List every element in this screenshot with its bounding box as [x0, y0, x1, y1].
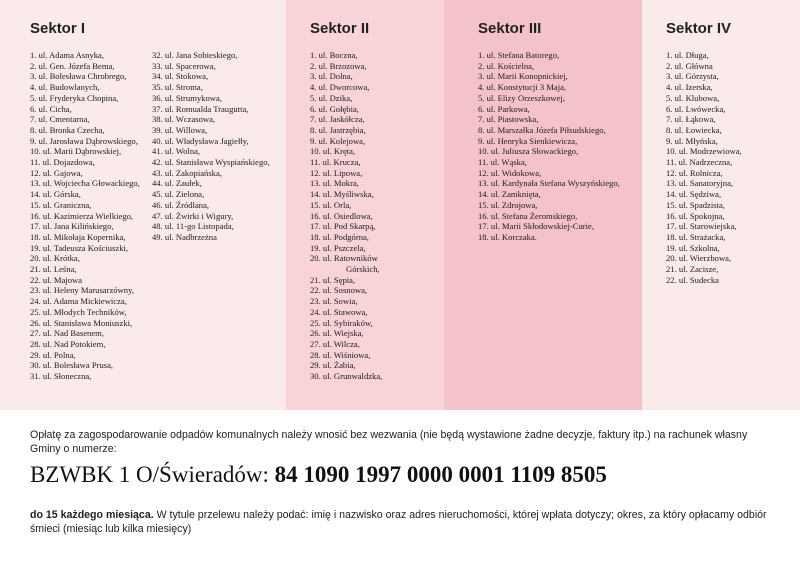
street-item: 18. ul. Korczaka. — [478, 231, 537, 242]
sector-4-title: Sektor IV — [666, 20, 732, 37]
street-item: 47. ul. Żwirki i Wigury, — [152, 210, 234, 221]
street-item: 14. ul. Sędziwa, — [666, 189, 722, 200]
street-item: 38. ul. Wczasowa, — [152, 114, 216, 125]
street-item: 19. ul. Szkolna, — [666, 242, 720, 253]
street-item: 1. ul. Stefana Batorego, — [478, 50, 560, 60]
street-item: 13. ul. Kardynała Stefana Wyszyńskiego, — [478, 178, 620, 189]
street-item: 9. ul. Jarosława Dąbrowskiego, — [30, 135, 138, 146]
street-item: 42. ul. Stanisława Wyspiańskiego, — [152, 157, 270, 168]
sector-1-panel — [0, 0, 286, 410]
street-item: 3. ul. Bolesława Chrobrego, — [30, 71, 127, 82]
street-item: 8. ul. Bronka Czecha, — [30, 124, 105, 135]
street-item: 8. ul. Jastrzębia, — [310, 124, 366, 135]
street-item: 46. ul. Źródlana, — [152, 199, 210, 210]
street-item: 3. ul. Dolna, — [310, 71, 353, 82]
street-item: 16. ul. Spokojna, — [666, 210, 725, 221]
street-item: 33. ul. Spacerowa, — [152, 60, 216, 71]
account-number: 84 1090 1997 0000 0001 1109 8505 — [274, 462, 607, 487]
street-item: 32. ul. Jana Sobieskiego, — [152, 50, 238, 60]
sector-3-title: Sektor III — [478, 20, 542, 37]
street-item: 35. ul. Stroma, — [152, 82, 203, 93]
street-item: 20. ul. Wierzbowa, — [666, 253, 732, 264]
street-item: 11. ul. Nadrzeczna, — [666, 157, 733, 168]
street-item: 16. ul. Kazimierza Wielkiego, — [30, 210, 134, 221]
street-item: 14. ul. Zamknięta, — [478, 189, 541, 200]
street-item: 36. ul. Strumykowa, — [152, 92, 222, 103]
street-item: 1. ul. Boczna, — [310, 50, 358, 60]
street-item: 17. ul. Starowiejska, — [666, 221, 737, 232]
street-item: 18. ul. Podgórna, — [310, 231, 369, 242]
street-item: 3. ul. Górzysta, — [666, 71, 719, 82]
street-item: 8. ul. Marszałka Józefa Piłsudskiego, — [478, 124, 606, 135]
street-item: 12. ul. Widokowa, — [478, 167, 542, 178]
street-item: 23. ul. Heleny Marusarzówny, — [30, 285, 134, 296]
street-item: 26. ul. Stanisława Moniuszki, — [30, 317, 133, 328]
street-item: 25. ul. Sybiraków, — [310, 317, 373, 328]
bank-name: BZWBK 1 O/Świeradów: — [30, 462, 269, 487]
sector-2-title: Sektor II — [310, 20, 370, 37]
street-item: 34. ul. Stokowa, — [152, 71, 209, 82]
street-item: 2. ul. Kościelna, — [478, 60, 535, 71]
street-item: 11. ul. Dojazdowa, — [30, 157, 95, 168]
street-item: 4. ul. Konstytucji 3 Maja, — [478, 82, 567, 93]
street-item: 10. ul. Kręta, — [310, 146, 356, 157]
street-item: 10. ul. Juliusza Słowackiego, — [478, 146, 579, 157]
street-item: 14. ul. Myśliwska, — [310, 189, 374, 200]
street-item: 1. ul. Długa, — [666, 50, 709, 60]
street-item: 1. ul. Adama Asnyka, — [30, 50, 104, 60]
street-item: 15. ul. Zdrojowa, — [478, 199, 538, 210]
street-item: 48. ul. 11-go Listopada, — [152, 221, 234, 232]
street-item: 2. ul. Gen. Józefa Bema, — [30, 60, 115, 71]
street-item: 6. ul. Lwówecka, — [666, 103, 726, 114]
street-item: 39. ul. Willowa, — [152, 124, 208, 135]
transfer-title-instructions: W tytule przelewu należy podać: imię i nazwisko oraz adres nieruchomości, której wpłata dotyczy; okres, za który opłacamy odbiór śmieci (miesiąc lub kilka miesięcy) — [30, 509, 767, 535]
street-item: 5. ul. Fryderyka Chopina, — [30, 92, 119, 103]
sector-3-panel — [444, 0, 642, 410]
sector-1-title: Sektor I — [30, 20, 86, 37]
street-item-multiline — [310, 253, 382, 274]
sector-1-street-list-col-2 — [152, 50, 270, 243]
sector-4-panel — [642, 0, 800, 410]
street-item: 12. ul. Lipowa, — [310, 167, 363, 178]
street-item: 27. ul. Wilcza, — [310, 338, 360, 349]
sector-4-street-list — [666, 50, 742, 285]
street-item: 24. ul. Adama Mickiewicza, — [30, 296, 127, 307]
street-item: 13. ul. Sanatoryjna, — [666, 178, 734, 189]
street-item: 19. ul. Tadeusza Kościuszki, — [30, 242, 129, 253]
sector-2-panel — [286, 0, 444, 410]
street-item: 3. ul. Marii Konopnickiej, — [478, 71, 568, 82]
street-item: 30. ul. Bolesława Prusa, — [30, 360, 114, 371]
street-item: 43. ul. Zakopiańska, — [152, 167, 222, 178]
street-item: 11. ul. Krucza, — [310, 157, 361, 168]
street-item: 7. ul. Cmentarna, — [30, 114, 90, 125]
payment-notice: Opłatę za zagospodarowanie odpadów komunalnych należy wnosić bez wezwania (nie będą wystawione żadne decyzje, faktury itp.) na rachunek własny Gminy o numerze: — [30, 429, 748, 455]
street-item: 41. ul. Wolna, — [152, 146, 201, 157]
street-item: 6. ul. Gołębia, — [310, 103, 359, 114]
street-item: 17. ul. Marii Skłodowskiej-Curie, — [478, 221, 595, 232]
street-item: 17. ul. Pod Skarpą, — [310, 221, 376, 232]
street-item: 5. ul. Dzika, — [310, 92, 353, 103]
street-item: 12. ul. Gajowa, — [30, 167, 83, 178]
deadline-date: do 15 każdego miesiąca. — [30, 509, 154, 521]
street-item: 14. ul. Górska, — [30, 189, 81, 200]
street-item: 7. ul. Jaskółcza, — [310, 114, 365, 125]
street-item: 7. ul. Piastowska, — [478, 114, 539, 125]
street-item: 13. ul. Wojciecha Głowackiego, — [30, 178, 140, 189]
street-item: 19. ul. Pszczela, — [310, 242, 366, 253]
street-item: 24. ul. Stawowa, — [310, 306, 368, 317]
street-item-line-2: Górskich, — [346, 264, 380, 275]
street-item: 7. ul. Łąkowa, — [666, 114, 716, 125]
street-item: 5. ul. Klubowa, — [666, 92, 720, 103]
sector-1-street-list-col-1 — [30, 50, 140, 382]
street-item: 13. ul. Mokra, — [310, 178, 359, 189]
street-item: 17. ul. Jana Kilińskiego, — [30, 221, 114, 232]
street-item: 12. ul. Rolnicza, — [666, 167, 723, 178]
street-item: 9. ul. Henryka Sienkiewicza, — [478, 135, 578, 146]
street-item: 21. ul. Sępia, — [310, 274, 356, 285]
street-item: 21. ul. Zacisze, — [666, 264, 719, 275]
street-item: 29. ul. Polna, — [30, 349, 76, 360]
street-item: 9. ul. Kolejowa, — [310, 135, 366, 146]
street-item: 4. ul. Budowlanych, — [30, 82, 100, 93]
street-item: 2. ul. Główna — [666, 60, 713, 71]
street-item: 29. ul. Żabia, — [310, 360, 356, 371]
bank-account-line — [30, 462, 607, 488]
sector-3-street-list — [478, 50, 620, 243]
street-item: 40. ul. Władysława Jagiełły, — [152, 135, 249, 146]
street-item: 4. ul. Izerska, — [666, 82, 713, 93]
street-item: 23. ul. Sowia, — [310, 296, 358, 307]
street-item: 28. ul. Nad Potokiem, — [30, 338, 106, 349]
street-item: 16. ul. Osiedlowa, — [310, 210, 373, 221]
street-item: 8. ul. Łowiecka, — [666, 124, 722, 135]
street-item: 10. ul. Modrzewiowa, — [666, 146, 742, 157]
street-item: 44. ul. Zaułek, — [152, 178, 202, 189]
street-item: 22. ul. Sosnowa, — [310, 285, 368, 296]
street-item: 9. ul. Młyńska, — [666, 135, 718, 146]
street-item: 18. ul. Mikołaja Kopernika, — [30, 231, 126, 242]
street-item: 15. ul. Graniczna, — [30, 199, 92, 210]
street-item: 15. ul. Spadzista, — [666, 199, 725, 210]
street-item: 25. ul. Młodych Techników, — [30, 306, 127, 317]
sector-2-street-list — [310, 50, 382, 382]
street-item: 30. ul. Grunwaldzka, — [310, 371, 383, 382]
street-item: 37. ul. Romualda Traugutta, — [152, 103, 249, 114]
street-item: 6. ul. Cicha, — [30, 103, 72, 114]
street-item: 18. ul. Strażacka, — [666, 231, 726, 242]
street-item: 4. ul. Dworcowa, — [310, 82, 370, 93]
street-item: 26. ul. Wiejska, — [310, 328, 364, 339]
payment-deadline — [30, 508, 770, 536]
street-item: 2. ul. Brzozowa, — [310, 60, 367, 71]
street-item: 6. ul. Parkowa, — [478, 103, 530, 114]
street-item: 11. ul. Wąska, — [478, 157, 527, 168]
street-item: 5. ul. Elizy Orzeszkowej, — [478, 92, 565, 103]
street-item: 45. ul. Zielona, — [152, 189, 205, 200]
street-item: 28. ul. Wiśniowa, — [310, 349, 371, 360]
street-item: 21. ul. Leśna, — [30, 264, 77, 275]
street-item-line-1: 20. ul. Ratowników — [310, 253, 378, 264]
street-item: 49. ul. Nadbrzeżna — [152, 231, 217, 242]
street-item: 10. ul. Marii Dąbrowskiej, — [30, 146, 122, 157]
street-item: 20. ul. Krótka, — [30, 253, 80, 264]
street-item: 27. ul. Nad Basenem, — [30, 328, 104, 339]
street-item: 15. ul. Orla, — [310, 199, 352, 210]
street-item: 16. ul. Stefana Żeromskiego, — [478, 210, 578, 221]
street-item: 31. ul. Słoneczna, — [30, 371, 92, 382]
street-item: 22. ul. Sudecka — [666, 274, 719, 285]
street-item: 22. ul. Majowa — [30, 274, 83, 285]
